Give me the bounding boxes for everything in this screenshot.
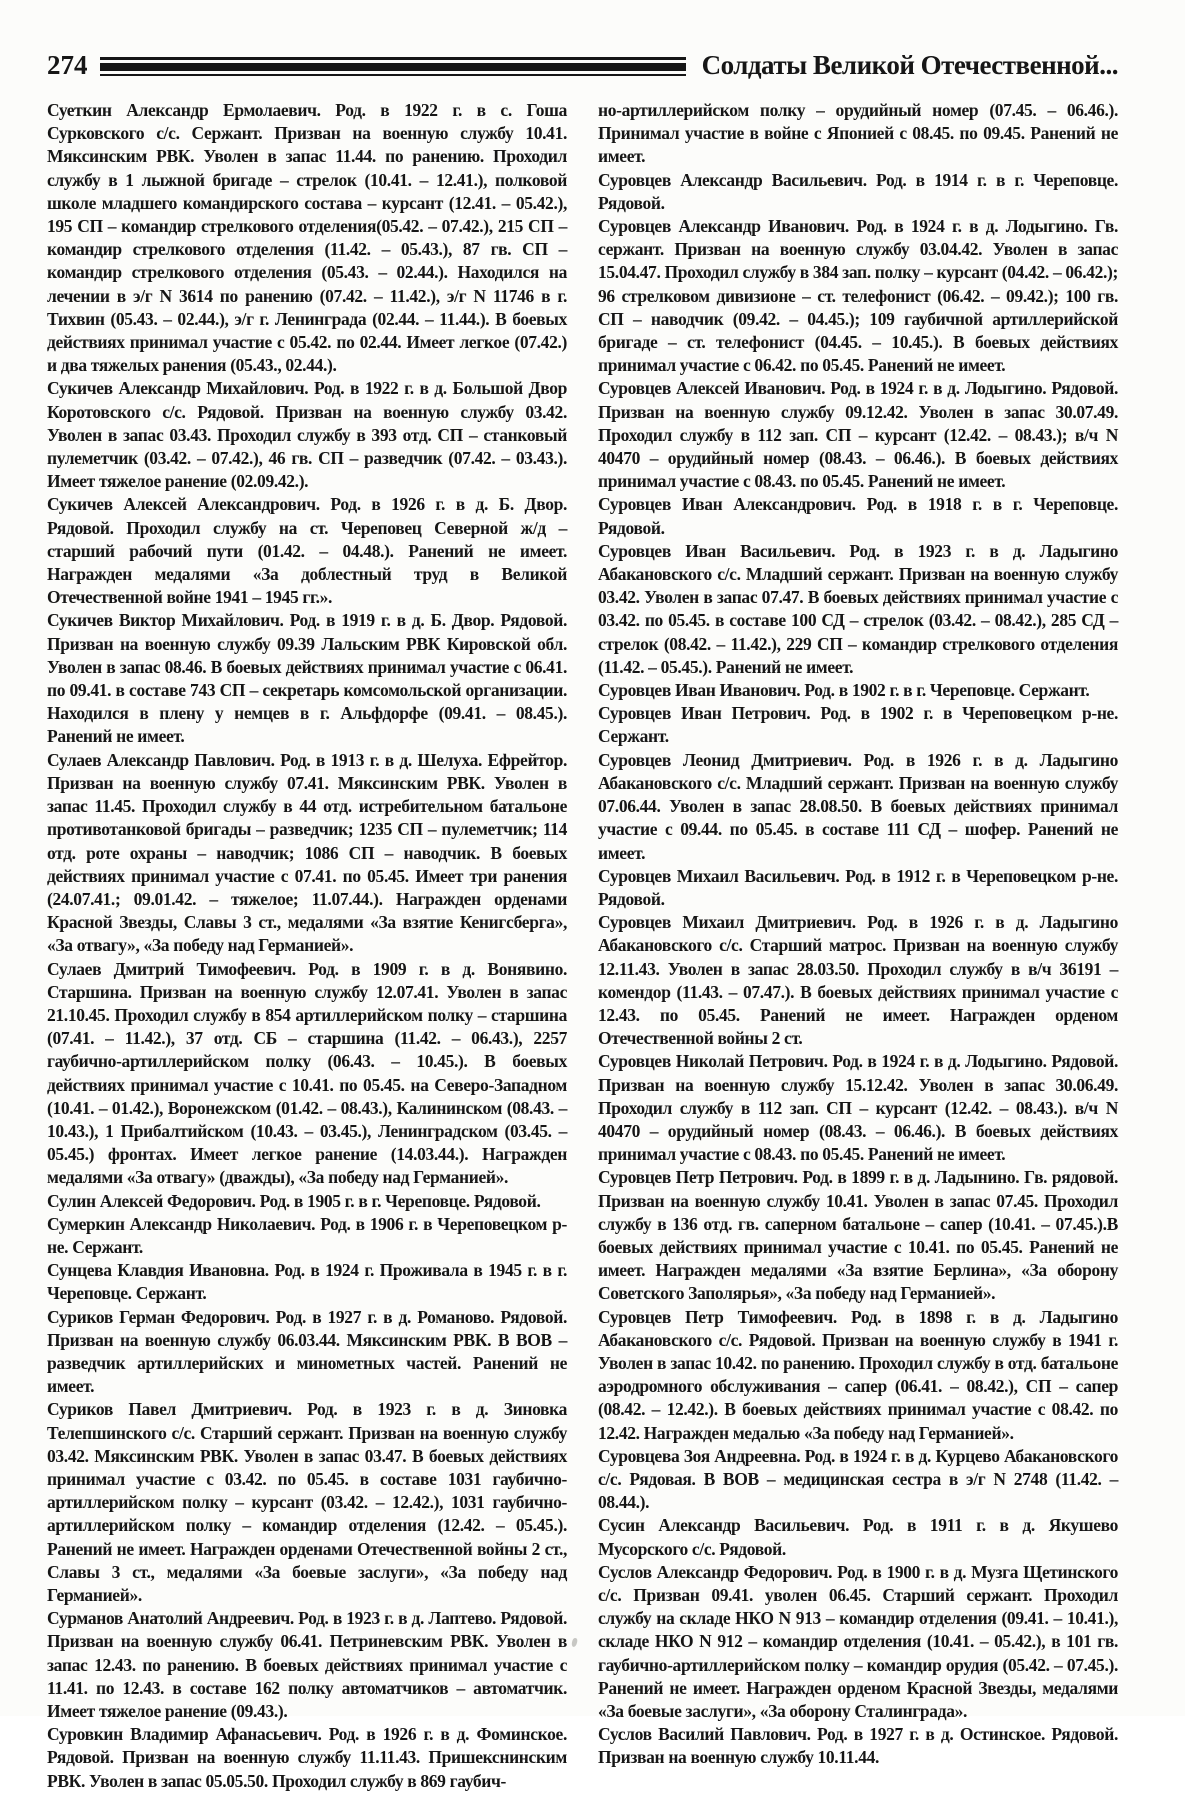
- veteran-entry: Сурманов Анатолий Андреевич. Род. в 1923 г. в д. Лаптево. Рядовой. Призван на военную службу 06.41. Петриневским РВК. Уволен в запас 12.43. по ранению. В боевых действиях принимал участие с 11.41. по 12.43. в составе 162 полку автоматчиков – автоматчик. Имеет тяжелое ранение (09.43.).: [47, 1608, 567, 1722]
- text-columns: [47, 99, 1118, 1793]
- veteran-entry: Суровцев Иван Иванович. Род. в 1902 г. в г. Череповце. Сержант.: [598, 680, 1090, 701]
- page-number: 274: [47, 50, 88, 80]
- veteran-entry: Суеткин Александр Ермолаевич. Род. в 1922 г. в с. Гоша Сурковского с/с. Сержант. Призван на военную службу 10.41. Мяксинским РВК. Уволен в запас 11.44. по ранению. Проходил службу в 1 лыжной бригаде – стрелок (10.41. – 12.41.), полковой школе младшего командирского состава – курсант (12.41. – 05.42.), 195 СП – командир стрелкового отделения(05.42. – 07.42.), 215 СП – командир стрелкового отделения (11.42. – 05.43.), 87 гв. СП – командир стрелкового отделения (05.43. – 02.44.). Находился на лечении в э/г N 3614 по ранению (07.42. – 11.42.), э/г N 11746 в г. Тихвин (05.43. – 02.44.), э/г г. Ленинграда (02.44. – 11.44.). В боевых действиях принимал участие с 05.42. по 02.44. Имеет легкое (07.42.) и два тяжелых ранения (05.43., 02.44.).: [47, 100, 567, 376]
- header-rule-thin-top: [100, 57, 686, 60]
- veteran-entry: Суровцев Николай Петрович. Род. в 1924 г. в д. Лодыгино. Рядовой. Призван на военную службу 15.12.42. Уволен в запас 30.06.49. Проходил службу в 112 зап. СП – курсант (12.42. – 08.43.). в/ч N 40470 – орудийный номер (08.43. – 06.46.). В боевых действиях принимал участие с 08.43. по 05.45. Ранений не имеет.: [598, 1051, 1118, 1165]
- veteran-entry: Суровцев Иван Васильевич. Род. в 1923 г. в д. Ладыгино Абакановского с/с. Младший сержант. Призван на военную службу 03.42. Уволен в запас 07.47. В боевых действиях принимал участие с 03.42. по 05.45. в составе 100 СД – стрелок (03.42. – 08.42.), 285 СД – стрелок (08.42. – 11.42.), 229 СП – командир стрелкового отделения (11.42. – 05.45.). Ранений не имеет.: [598, 540, 1118, 677]
- veteran-entry: Суровцев Алексей Иванович. Род. в 1924 г. в д. Лодыгино. Рядовой. Призван на военную службу 09.12.42. Уволен в запас 30.07.49. Проходил службу в 112 зап. СП – курсант (12.42. – 08.43.); в/ч N 40470 – орудийный номер (08.43. – 06.46.). В боевых действиях принимал участие с 08.43. по 05.45. Ранений не имеет.: [598, 378, 1118, 492]
- veteran-entry: Суслов Василий Павлович. Род. в 1927 г. в д. Остинское. Рядовой. Призван на военную службу 10.11.44.: [598, 1724, 1118, 1768]
- running-head: [47, 52, 1118, 79]
- veteran-entry: Сукичев Александр Михайлович. Род. в 1922 г. в д. Большой Двор Коротовского с/с. Рядовой. Призван на военную службу 03.42. Уволен в запас 03.43. Проходил службу в 393 отд. СП – станковый пулеметчик (03.42. – 07.42.), 46 гв. СП – разведчик (07.42. – 03.43.). Имеет тяжелое ранение (02.09.42.).: [47, 378, 567, 492]
- veteran-entry: Сунцева Клавдия Ивановна. Род. в 1924 г. Проживала в 1945 г. в г. Череповце. Сержант.: [47, 1260, 567, 1304]
- veteran-entry: Суровцев Иван Александрович. Род. в 1918 г. в г. Череповце. Рядовой.: [598, 494, 1118, 538]
- veteran-entry: Суровцев Иван Петрович. Род. в 1902 г. в Череповецком р-не. Сержант.: [598, 703, 1118, 747]
- header-rule-thin-bottom: [100, 74, 686, 76]
- veteran-entry: Суровцев Александр Иванович. Род. в 1924 г. в д. Лодыгино. Гв. сержант. Призван на военную службу 03.04.42. Уволен в запас 15.04.47. Проходил службу в 384 зап. полку – курсант (04.42. – 06.42.); 96 стрелковом дивизионе – ст. телефонист (06.42. – 09.42.); 100 гв. СП – наводчик (09.42. – 04.45.); 109 гаубичной артиллерийской бригаде – ст. телефонист (04.45. – 10.45.). В боевых действиях принимал участие с 06.42. по 05.45. Ранений не имеет.: [598, 216, 1118, 376]
- veteran-entry: Сукичев Алексей Александрович. Род. в 1926 г. в д. Б. Двор. Рядовой. Проходил службу на ст. Череповец Северной ж/д – старший рабочий пути (01.42. – 04.48.). Ранений не имеет. Награжден медалями «За доблестный труд в Великой Отечественной войне 1941 – 1945 гг.».: [47, 494, 567, 608]
- veteran-entry: Суровцев Петр Петрович. Род. в 1899 г. в д. Ладынино. Гв. рядовой. Призван на военную службу 10.41. Уволен в запас 07.45. Проходил службу в 136 отд. гв. саперном батальоне – сапер (10.41. – 07.45.).В боевых действиях принимал участие с 10.41. по 05.45. Ранений не имеет. Награжден медалями «За взятие Берлина», «За оборону Советского Заполярья», «За победу над Германией».: [598, 1167, 1118, 1304]
- veteran-entry: Суровкин Владимир Афанасьевич. Род. в 1926 г. в д. Фоминское. Рядовой. Призван на военную службу 11.11.43. Пришекснинским РВК. Уволен в запас 05.05.50. Проходил службу в 869 гаубич-: [47, 1724, 567, 1791]
- veteran-entry: Сулаев Дмитрий Тимофеевич. Род. в 1909 г. в д. Вонявино. Старшина. Призван на военную службу 12.07.41. Уволен в запас 21.10.45. Проходил службу в 854 артиллерийском полку – старшина (07.41. – 11.42.), 37 отд. СБ – старшина (11.42. – 06.43.), 2257 гаубично-артиллерийском полку (06.43. – 10.45.). В боевых действиях принимал участие с 10.41. по 05.45. на Северо-Западном (10.41. – 01.42.), Воронежском (01.42. – 08.43.), Калининском (08.43. – 10.43.), 1 Прибалтийском (10.43. – 03.45.), Ленинградском (03.45. – 05.45.) фронтах. Имеет легкое ранение (14.03.44.). Награжден медалями «За отвагу» (дважды), «За победу над Германией».: [47, 958, 567, 1188]
- header-rule-thick: [100, 63, 686, 71]
- veteran-entry: Суровцев Михаил Васильевич. Род. в 1912 г. в Череповецком р-не. Рядовой.: [598, 865, 1118, 909]
- veteran-entry: Суровцева Зоя Андреевна. Род. в 1924 г. в д. Курцево Абакановского с/с. Рядовая. В ВОВ – медицинская сестра в э/г N 2748 (11.42. – 08.44.).: [598, 1445, 1118, 1513]
- book-title: Солдаты Великой Отечественной...: [701, 50, 1118, 80]
- veteran-entry: Суровцев Александр Васильевич. Род. в 1914 г. в г. Череповце. Рядовой.: [598, 169, 1118, 213]
- header-rule: [100, 57, 686, 76]
- veteran-entry: Суриков Павел Дмитриевич. Род. в 1923 г. в д. Зиновка Телепшинского с/с. Старший сержант. Призван на военную службу 03.42. Мяксинским РВК. Уволен в запас 03.47. В боевых действиях принимал участие с 03.42. по 05.45. в составе 1031 гаубично-артиллерийском полку – курсант (03.42. – 12.42.), 1031 гаубично-артиллерийском полку – командир отделения (12.42. – 05.45.). Ранений не имеет. Награжден орденами Отечественной войны 2 ст., Славы 3 ст., медалями «За боевые заслуги», «За победу над Германией».: [47, 1399, 567, 1605]
- veteran-entry: Сулин Алексей Федорович. Род. в 1905 г. в г. Череповце. Рядовой.: [47, 1190, 541, 1211]
- veteran-entry: Суриков Герман Федорович. Род. в 1927 г. в д. Романово. Рядовой. Призван на военную службу 06.03.44. Мяксинским РВК. В ВОВ – разведчик артиллерийских и минометных частей. Ранений не имеет.: [47, 1306, 567, 1397]
- left-column: [47, 99, 567, 1793]
- veteran-entry: Сулаев Александр Павлович. Род. в 1913 г. в д. Шелуха. Ефрейтор. Призван на военную службу 07.41. Мяксинским РВК. Уволен в запас 11.45. Проходил службу в 44 отд. истребительном батальоне противотанковой бригады – разведчик; 1235 СП – пулеметчик; 114 отд. роте охраны – наводчик; 1086 СП – наводчик. В боевых действиях принимал участие с 07.41. по 05.45. Имеет три ранения (24.07.41.; 09.01.42. – тяжелое; 11.07.44.). Награжден орденами Красной Звезды, Славы 3 ст., медалями «За взятие Кенигсберга», «За отвагу», «За победу над Германией».: [47, 749, 567, 956]
- veteran-entry: но-артиллерийском полку – орудийный номер (07.45. – 06.46.). Принимал участие в войне с Японией с 08.45. по 09.45. Ранений не имеет.: [598, 100, 1118, 167]
- right-column: [598, 99, 1118, 1793]
- veteran-entry: Суровцев Леонид Дмитриевич. Род. в 1926 г. в д. Ладыгино Абакановского с/с. Младший сержант. Призван на военную службу 07.06.44. Уволен в запас 28.08.50. В боевых действиях принимал участие с 09.44. по 05.45. в составе 111 СД – шофер. Ранений не имеет.: [598, 749, 1118, 863]
- veteran-entry: Суровцев Петр Тимофеевич. Род. в 1898 г. в д. Ладыгино Абакановского с/с. Рядовой. Призван на военную службу в 1941 г. Уволен в запас 10.42. по ранению. Проходил службу в отд. батальоне аэродромного обслуживания – сапер (06.41. – 08.42.), СП – сапер (08.42. – 12.42.). В боевых действиях принимал участие с 08.42. по 12.42. Награжден медалью «За победу над Германией».: [598, 1306, 1118, 1443]
- veteran-entry: Суровцев Михаил Дмитриевич. Род. в 1926 г. в д. Ладыгино Абакановского с/с. Старший матрос. Призван на военную службу 12.11.43. Уволен в запас 28.03.50. Проходил службу в в/ч 36191 – комендор (11.43. – 07.47.). В боевых действиях принимал участие с 12.43. по 05.45. Ранений не имеет. Награжден орденом Отечественной войны 2 ст.: [598, 912, 1118, 1049]
- veteran-entry: Сусин Александр Васильевич. Род. в 1911 г. в д. Якушево Мусорского с/с. Рядовой.: [598, 1515, 1118, 1559]
- veteran-entry: Сукичев Виктор Михайлович. Род. в 1919 г. в д. Б. Двор. Рядовой. Призван на военную службу 09.39 Лальским РВК Кировской обл. Уволен в запас 08.46. В боевых действиях принимал участие с 06.41. по 09.41. в составе 743 СП – секретарь комсомольской организации. Находился в плену у немцев в г. Альфдорфе (09.41. – 08.45.). Ранений не имеет.: [47, 610, 567, 747]
- veteran-entry: Суслов Александр Федорович. Род. в 1900 г. в д. Музга Щетинского с/с. Призван 09.41. уволен 06.45. Старший сержант. Проходил службу на складе НКО N 913 – командир отделения (09.41. – 10.41.), складе НКО N 912 – командир отделения (10.41. – 05.42.), в 101 гв. гаубично-артиллерийском полку – командир орудия (05.42. – 07.45.). Ранений не имеет. Награжден орденом Красной Звезды, медалями «За боевые заслуги», «За оборону Сталинграда».: [598, 1561, 1118, 1722]
- veteran-entry: Сумеркин Александр Николаевич. Род. в 1906 г. в Череповецком р-не. Сержант.: [47, 1213, 567, 1257]
